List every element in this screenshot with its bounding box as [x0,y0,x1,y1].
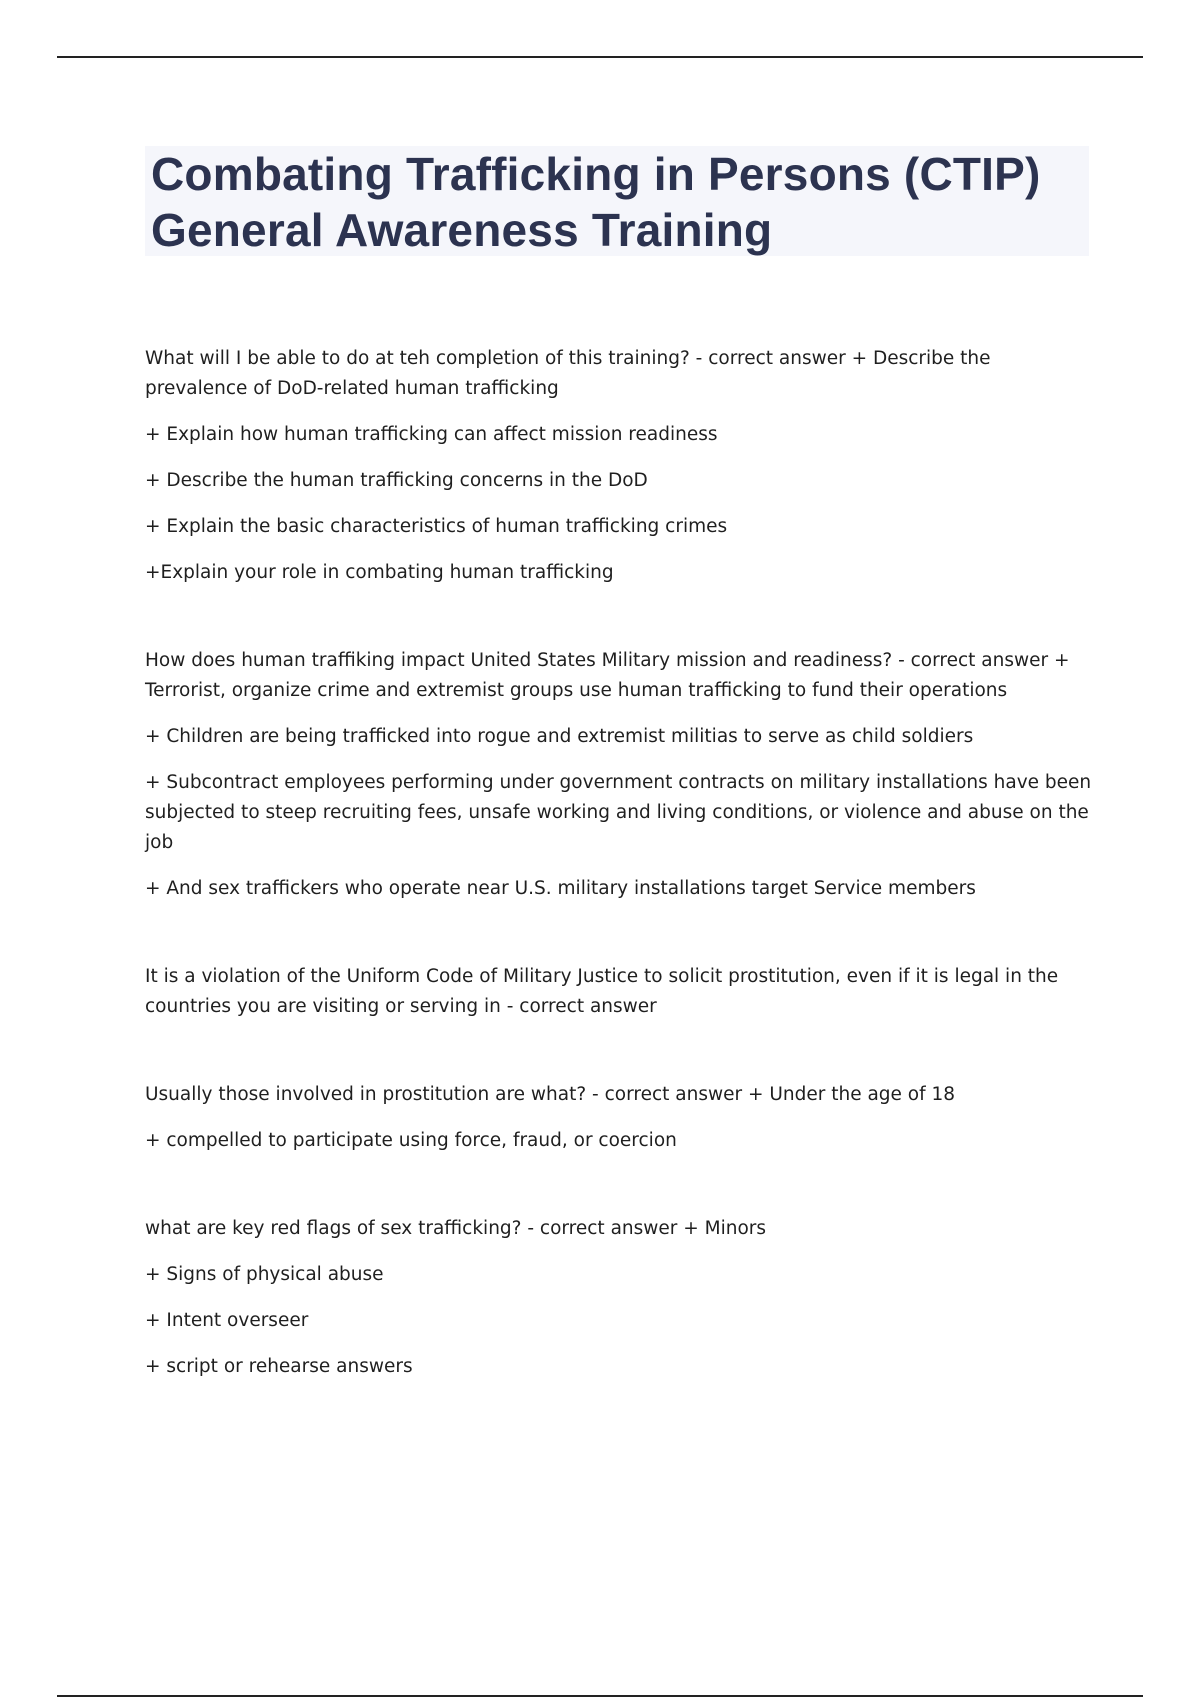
qa-question: Usually those involved in prostitution are what? - correct answer + Under the age of 18 [145,1084,956,1105]
title-block [145,146,1089,256]
qa-section-2 [145,646,1095,904]
qa-question: What will I be able to do at teh completion of this training? - correct answer + Describe the prevalence of DoD-related human trafficking [145,348,991,399]
qa-answer-item: + Children are being trafficked into rogue and extremist militias to serve as child soldiers [145,726,974,747]
qa-answer-item: + Explain how human trafficking can affect mission readiness [145,424,718,445]
page-title [151,146,1083,258]
qa-answer-item: + Explain the basic characteristics of human trafficking crimes [145,516,728,537]
qa-answer-item: + compelled to participate using force, fraud, or coercion [145,1130,677,1151]
qa-answer-item: + Intent overseer [145,1310,309,1331]
qa-answer-item: + Subcontract employees performing under government contracts on military installations have been subjected to steep recruiting fees, unsafe working and living conditions, or violence and abuse on the job [145,772,1092,853]
qa-section-3 [145,962,1095,1022]
qa-answer-item: + And sex traffickers who operate near U.S. military installations target Service members [145,878,976,899]
document-body [145,344,1095,1440]
qa-answer-item: + script or rehearse answers [145,1356,413,1377]
qa-section-5 [145,1214,1095,1382]
header-rule [57,56,1143,58]
qa-question: How does human traffiking impact United States Military mission and readiness? - correct answer + Terrorist, organize crime and extremist groups use human trafficking to fund their operations [145,650,1070,701]
qa-question: what are key red flags of sex trafficking? - correct answer + Minors [145,1218,767,1239]
qa-section-1 [145,344,1095,588]
title-line-2: General Awareness Training [151,204,773,256]
qa-answer-item: + Signs of physical abuse [145,1264,384,1285]
title-line-1: Combating Trafficking in Persons (CTIP) [151,148,1041,200]
footer-rule [57,1695,1143,1697]
qa-section-4 [145,1080,1095,1156]
qa-question: It is a violation of the Uniform Code of Military Justice to solicit prostitution, even if it is legal in the countries you are visiting or serving in - correct answer [145,966,1059,1017]
qa-answer-item: +Explain your role in combating human trafficking [145,562,614,583]
qa-answer-item: + Describe the human trafficking concerns in the DoD [145,470,648,491]
